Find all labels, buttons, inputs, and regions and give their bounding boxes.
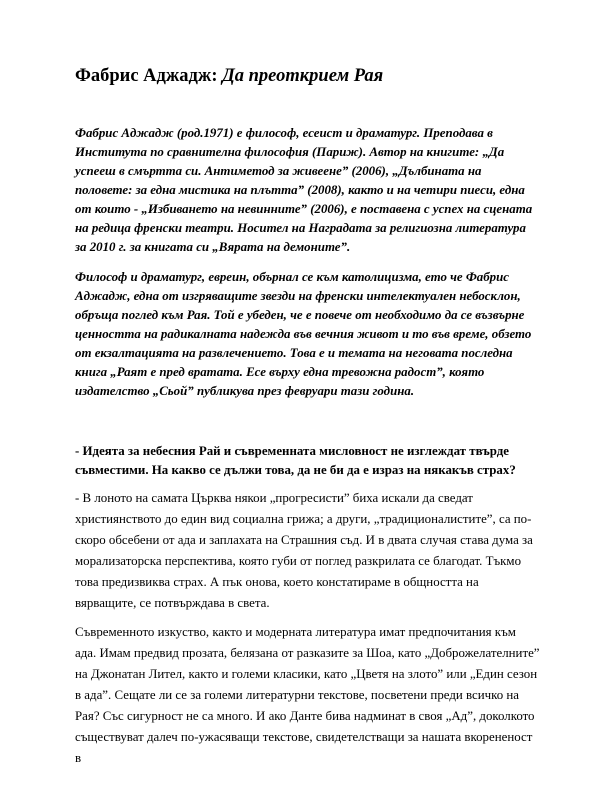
title-subtitle: Да преоткрием Рая (222, 66, 384, 86)
intro-paragraph-1: Фабрис Аджадж (род.1971) е философ, есеист и драматург. Преподава в Института по сравнителна философия (Париж). Автор на книгите: „Да успееш в смъртта си. Антиметод за живеене” (2006), „Дълбината на половете: за една мистика на плътта” (2008), както и на четири пиеси, една от които - „Избиването на невинните” (2006), е поставена с успех на сцената на редица френски театри. Носител на Наградата за религиозна литература за 2010 г. за книгата си „Вярата на демоните”. (75, 126, 533, 254)
interview-question: - Идеята за небесния Рай и съвременната мисловност не изглеждат твърде съвместими. На какво се дължи това, да не би да е израз на някакъв страх? (75, 444, 516, 477)
section-spacer (75, 412, 540, 442)
answer-paragraph-1: - В лоното на самата Църква някои „прогресисти” биха искали да сведат християнството до един вид социална грижа; а други, „традиционалистите”, са по-скоро обсебени от ада и заплахата на Страшния съд. И в двата случая става дума за морализаторска перспектива, която губи от поглед разкрилата се благодат. Тъкмо това предизвиква страх. А пък онова, което констатираме в общността на вярващите, се потвърждава в света. (75, 491, 533, 610)
answer-paragraph-2: Съвременното изкуство, както и модерната литература имат предпочитания към ада. Имам предвид прозата, белязана от разказите за Шоа, като „Доброжелателните” на Джонатан Лител, както и големи класики, като „Цветя на злото” или „Един сезон в ада”. Сещате ли се за големи литературни текстове, посветени преди всичко на Рая? Със сигурност не са много. И ако Данте бива надминат в своя „Ад”, доколкото съществуват далеч по-ужасяващи текстове, свидетелстващи за нашата вкорененост в (75, 625, 540, 765)
title-author: Фабрис Аджадж: (75, 66, 223, 86)
document-page (75, 64, 540, 777)
intro-paragraph-2: Философ и драматург, евреин, обърнал се към католицизма, ето че Фабрис Аджадж, една от изгряващите звезди на френски интелектуален небосклон, обръща поглед към Рая. Той е убеден, че е повече от необходимо да се възвърне ценността на радикалната надежда във вечния живот и то във време, обзето от екзалтацията на развлечението. Това е и темата на неговата последна книга „Раят е пред вратата. Есе върху една тревожна радост”, която издателство „Сьой” публикува през февруари тази година. (75, 270, 532, 398)
article-title (75, 64, 540, 88)
